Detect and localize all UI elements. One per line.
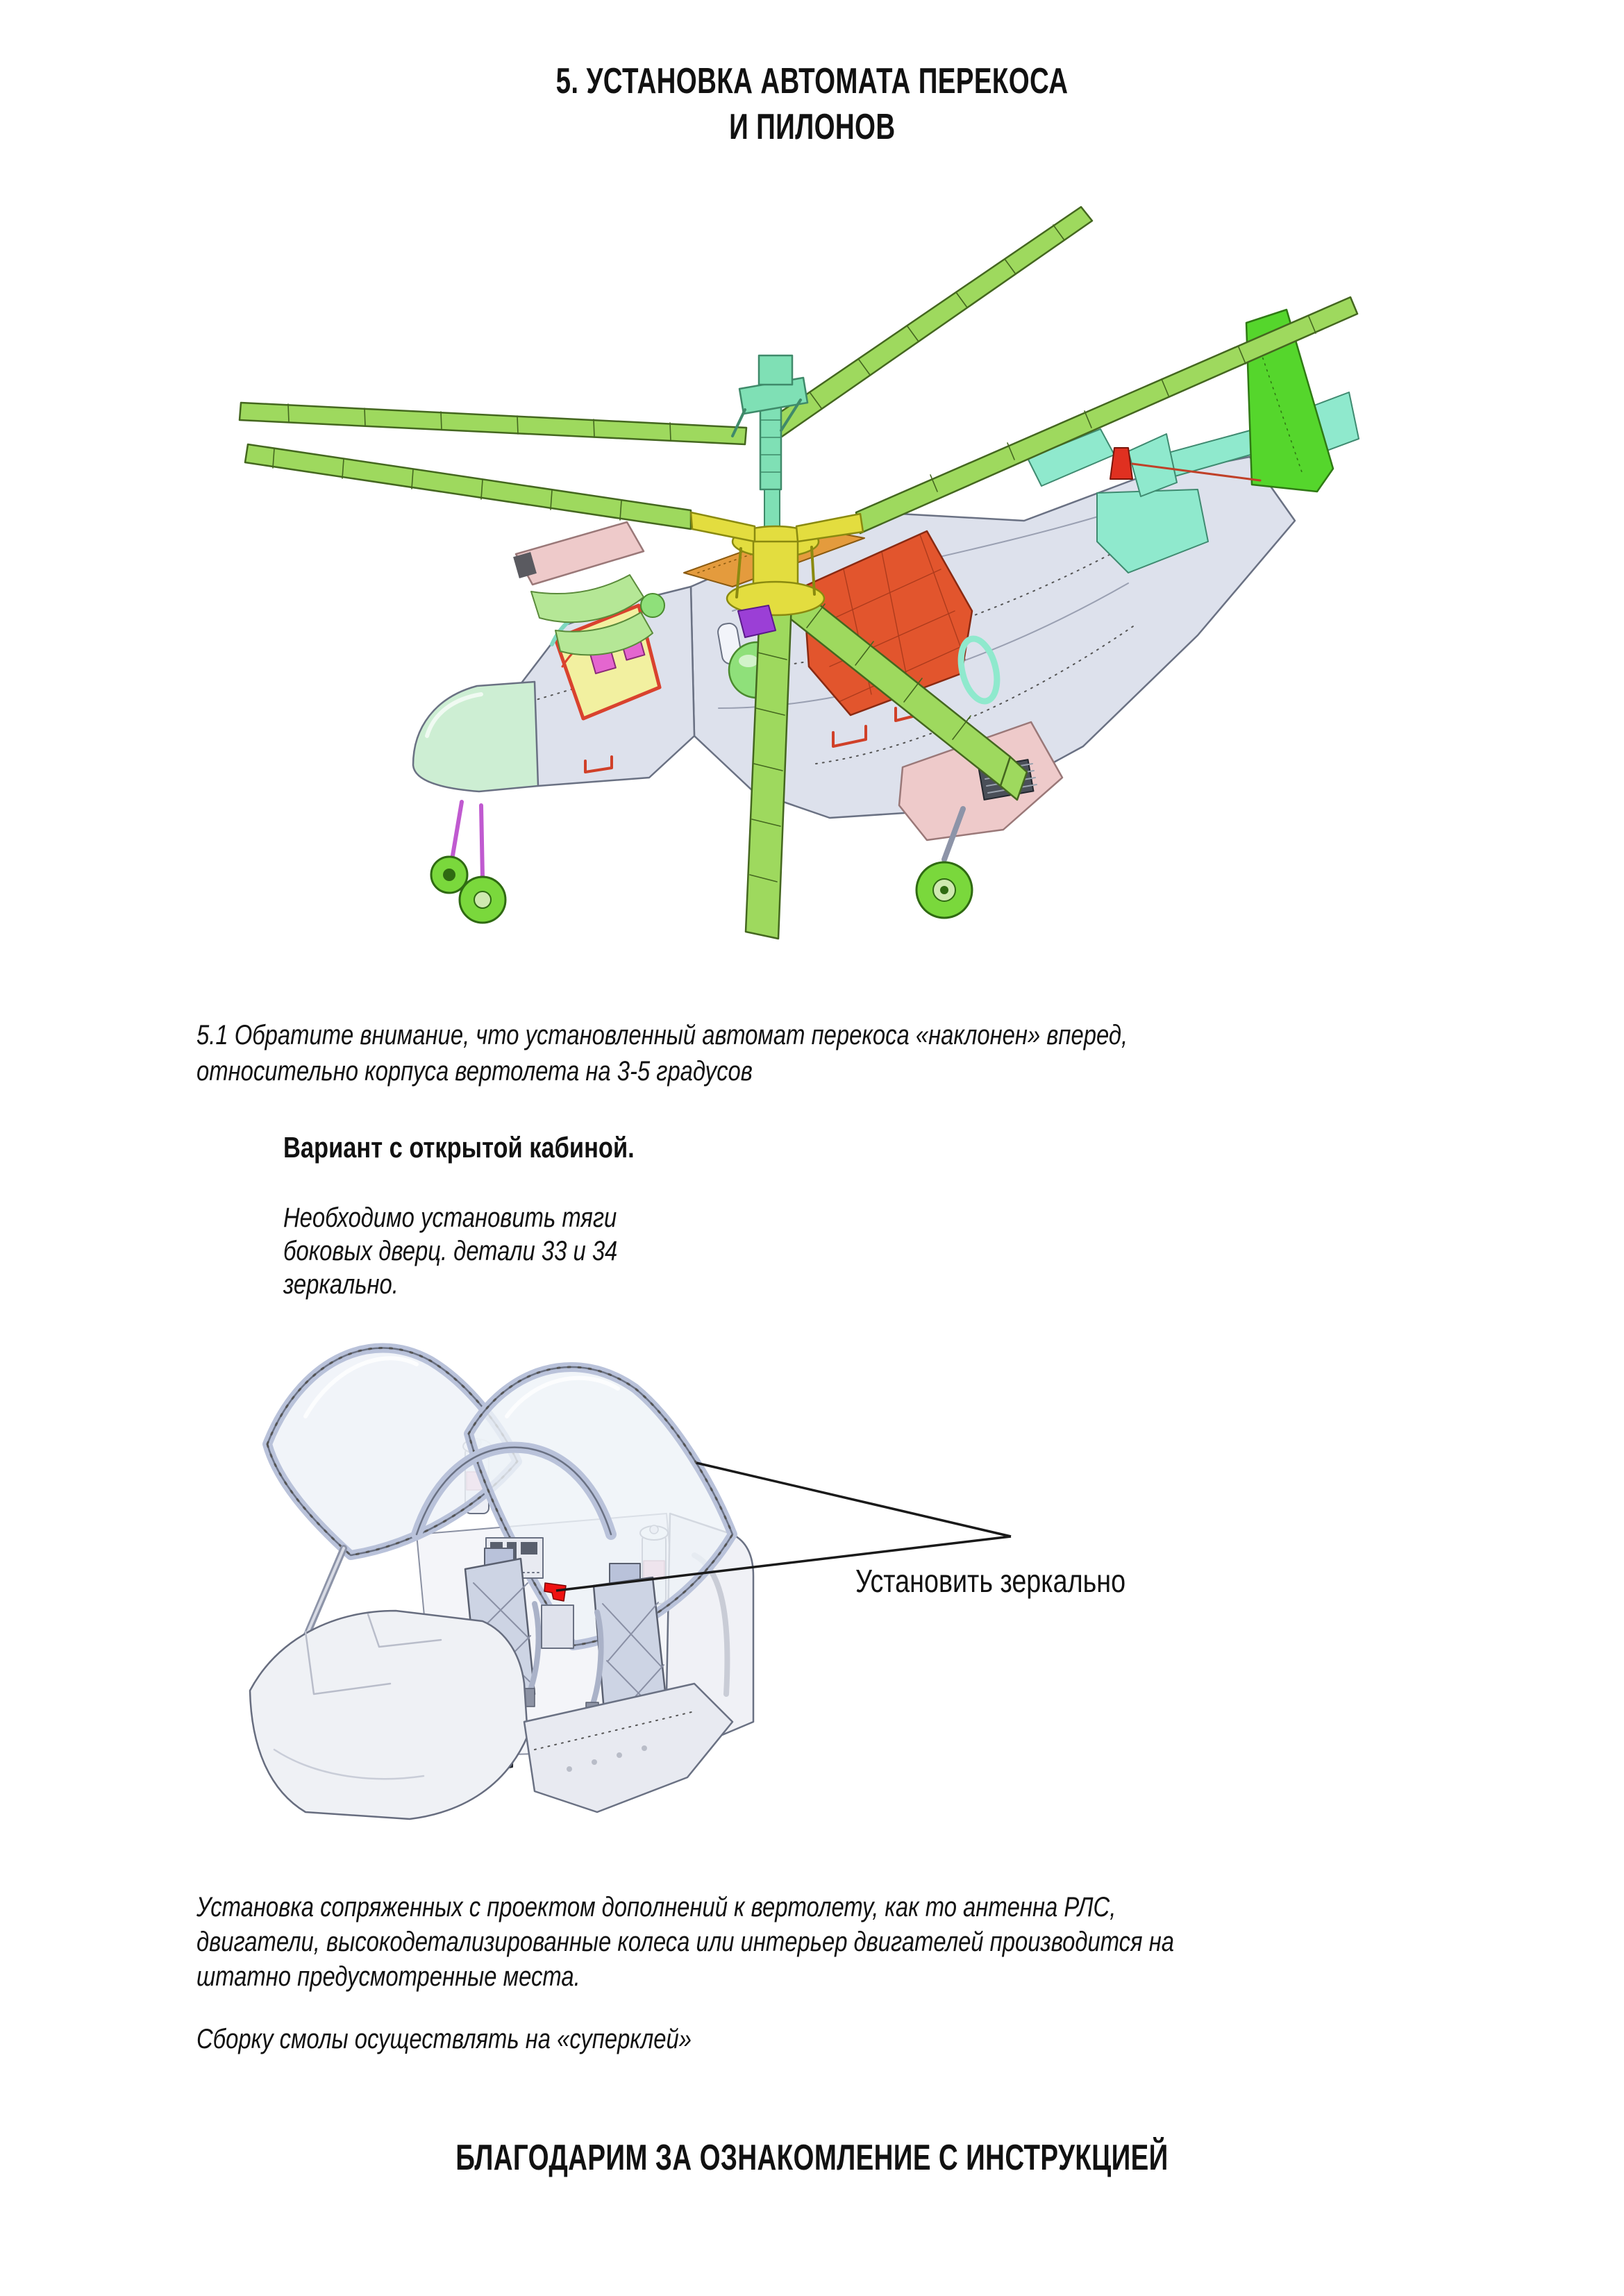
side-pod — [513, 522, 653, 655]
page-title-line2: И ПИЛОНОВ — [728, 107, 896, 147]
center-console — [542, 1605, 574, 1648]
closing-line-3: штатно предусмотренные места. — [196, 1961, 580, 1992]
rotor-blade-lower-left — [245, 444, 691, 529]
note-line-1: Необходимо установить тяги — [283, 1203, 617, 1233]
page-footer: БЛАГОДАРИМ ЗА ОЗНАКОМЛЕНИЕ С ИНСТРУКЦИЕЙ — [455, 2138, 1169, 2178]
note-line-3: зеркально. — [283, 1269, 399, 1300]
section-5-1-paragraph — [196, 1017, 1332, 1089]
section-5-1-line2: относительно корпуса вертолета на 3-5 градусов — [196, 1056, 753, 1087]
cockpit-figure — [208, 1305, 785, 1840]
open-cabin-note — [283, 1201, 691, 1301]
page-title-line1: 5. УСТАНОВКА АВТОМАТА ПЕРЕКОСА — [555, 61, 1069, 101]
note-line-2: боковых дверц. детали 33 и 34 — [283, 1236, 618, 1266]
closing-line-1: Установка сопряженных с проектом дополнений к вертолету, как то антенна РЛС, — [196, 1892, 1116, 1922]
section-5-1-line1: 5.1 Обратите внимание, что установленный автомат перекоса «наклонен» вперед, — [196, 1020, 1128, 1050]
nose-block — [250, 1611, 528, 1819]
rotor-blade-upper-left — [240, 403, 746, 444]
rotor-blade-upper-right — [762, 207, 1092, 443]
page-title — [0, 58, 1624, 150]
mirror-callout-label: Установить зеркально — [855, 1563, 1126, 1599]
nose-cone — [413, 682, 538, 791]
glue-note: Сборку смолы осуществлять на «суперклей» — [196, 2024, 692, 2054]
closing-paragraph — [196, 1890, 1389, 1994]
open-cabin-heading: Вариант с открытой кабиной. — [283, 1131, 635, 1164]
helicopter-figure — [205, 181, 1385, 944]
front-landing-gear — [431, 802, 505, 923]
side-dome-small — [641, 594, 664, 617]
closing-line-2: двигатели, высокодетализированные колеса или интерьер двигателей производится на — [196, 1927, 1174, 1957]
antenna-mast — [1110, 448, 1132, 479]
